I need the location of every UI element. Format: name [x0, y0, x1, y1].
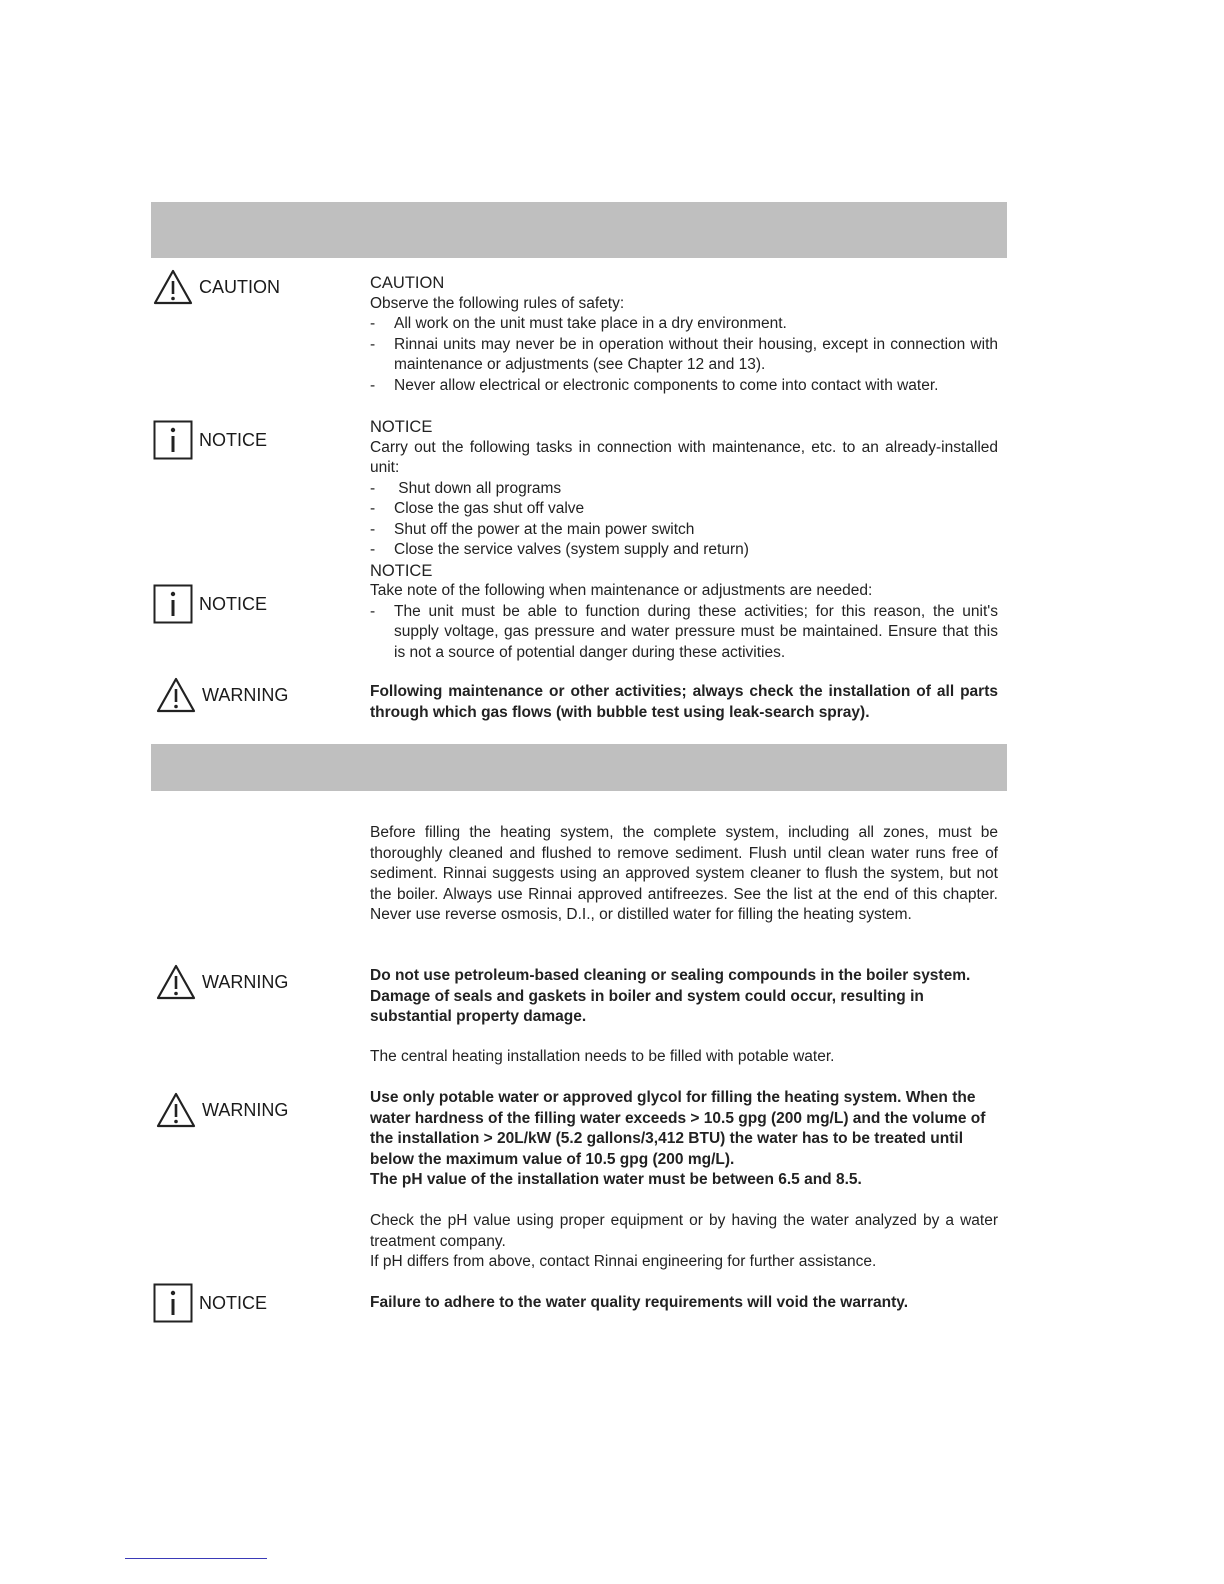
warning-block-3 — [370, 1088, 998, 1191]
list-item: - Shut down all programs — [370, 479, 562, 497]
info-box-icon — [153, 584, 193, 624]
warning-triangle-icon — [156, 963, 196, 1001]
warning-label-2 — [156, 963, 288, 1001]
list-item: - Close the gas shut off valve — [370, 500, 585, 517]
list-item: - All work on the unit must take place in a dry environment. — [370, 315, 787, 332]
warning-triangle-icon — [156, 1091, 196, 1129]
notice-block-1 — [370, 417, 998, 663]
warning-triangle-icon — [156, 676, 196, 714]
ph-check-text: Check the pH value using proper equipment or by having the water analyzed by a water treatment company. — [370, 1212, 998, 1250]
caution-heading: CAUTION — [370, 274, 445, 292]
notice-block-2 — [370, 1293, 998, 1314]
section-header-band-2 — [151, 744, 1007, 791]
notice-heading: NOTICE — [370, 561, 433, 580]
footer-line — [125, 1558, 267, 1559]
caution-intro: Observe the following rules of safety: — [370, 294, 625, 312]
warranty-notice: Failure to adhere to the water quality requirements will void the warranty. — [370, 1294, 909, 1311]
notice-intro: Carry out the following tasks in connection with maintenance, etc. to an already-installed unit: — [370, 438, 998, 476]
info-box-icon — [153, 1283, 193, 1323]
notice-list — [370, 479, 998, 561]
notice-label-text: NOTICE — [199, 429, 268, 450]
filling-intro: Before filling the heating system, the complete system, including all zones, must be thoroughly cleaned and flushed to remove sediment. Flush until clean water runs free of sediment. Rinnai suggests using an approved system cleaner to flush the system, but not the boiler. Always use Rinnai approved antifreezes. See the list at the end of this chapter. Never use reverse osmosis, D.I., or distilled water for filling the heating system. — [370, 824, 998, 923]
notice-label-text: NOTICE — [199, 593, 268, 614]
ph-check-block — [370, 1211, 998, 1273]
warning-block-1 — [370, 682, 998, 723]
warning-text: Do not use petroleum-based cleaning or sealing compounds in the boiler system. Damage of seals and gaskets in boiler and system could occur, resulting in substantial property damage. — [370, 967, 971, 1025]
notice-label-1 — [153, 420, 267, 460]
caution-label — [153, 268, 280, 306]
warning-text: Use only potable water or approved glycol for filling the heating system. When the water hardness of the filling water exceeds > 10.5 gpg (200 mg/L) and the volume of the installation > 20L/kW (5.2 gallons/3,412 BTU) the water has to be treated until below the maximum value of 10.5 gpg (200 mg/L). — [370, 1089, 986, 1168]
potable-water-text: The central heating installation needs to be filled with potable water. — [370, 1048, 835, 1065]
notice-heading: NOTICE — [370, 418, 433, 436]
notice-label-3 — [153, 1283, 267, 1323]
warning-text: Following maintenance or other activities; always check the installation of all parts through which gas flows (with bubble test using leak-search spray). — [370, 683, 998, 721]
warning-label-1 — [156, 676, 288, 714]
notice-intro: Take note of the following when maintenance or adjustments are needed: — [370, 582, 873, 599]
notice-list — [370, 602, 998, 664]
list-item: - Shut off the power at the main power switch — [370, 520, 695, 538]
warning-block-2 — [370, 966, 998, 1028]
caution-block — [370, 273, 998, 396]
notice-label-text: NOTICE — [199, 1292, 268, 1313]
warning-label-text: WARNING — [202, 684, 289, 705]
list-item: - Close the service valves (system supply and return) — [370, 541, 749, 558]
warning-triangle-icon — [153, 268, 193, 306]
list-item: - Never allow electrical or electronic components to come into contact with water. — [370, 376, 939, 394]
info-box-icon — [153, 420, 193, 460]
ph-requirement: The pH value of the installation water must be between 6.5 and 8.5. — [370, 1171, 862, 1188]
caution-list — [370, 314, 998, 396]
warning-label-3 — [156, 1091, 288, 1129]
list-item: - The unit must be able to function during these activities; for this reason, the unit's supply voltage, gas pressure and water pressure must be maintained. Ensure that this is not a source of potential danger during these activities. — [370, 602, 998, 661]
warning-label-text: WARNING — [202, 971, 289, 992]
warning-label-text: WARNING — [202, 1099, 289, 1120]
contact-text: If pH differs from above, contact Rinnai engineering for further assistance. — [370, 1253, 877, 1270]
section-header-band-1 — [151, 202, 1007, 258]
list-item: - Rinnai units may never be in operation without their housing, except in connection with maintenance or adjustments (see Chapter 12 and 13). — [370, 335, 998, 373]
caution-label-text: CAUTION — [199, 276, 280, 297]
notice-label-2 — [153, 584, 267, 624]
